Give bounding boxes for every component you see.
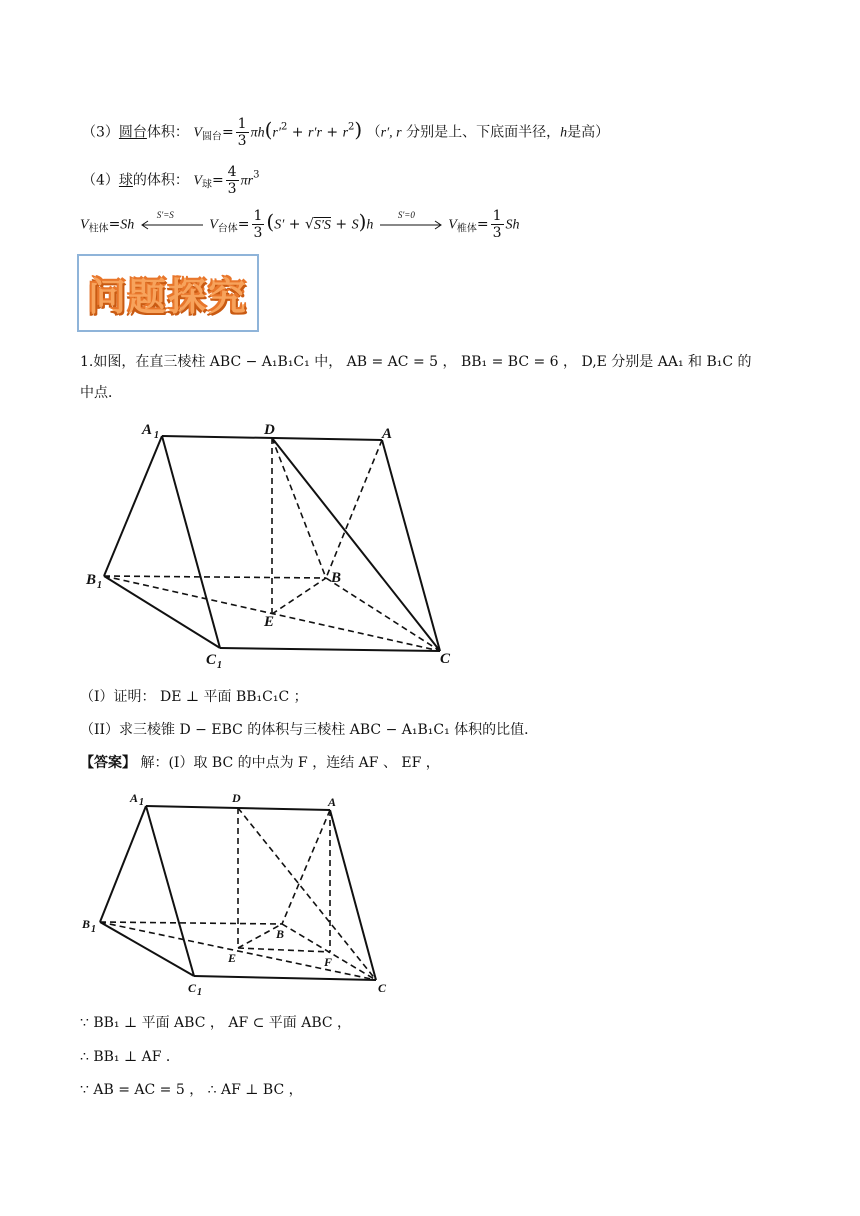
formula-frustum-volume: （3）圆台体积： $V_{圆台}=$ $\frac{1}{3}$ $\pi h(r'^2 + r'r + r^2)$ （r′, r 分别是上、下底面半径，h是高） xyxy=(82,116,610,149)
section-badge-text: 问题探究 xyxy=(87,274,248,319)
formula-sphere-volume: （4）球的体积： $V_球=$ $\frac{4}{3}$ $\pi r^3$ xyxy=(82,164,260,197)
label-c1: C xyxy=(206,652,217,668)
edge-e-b xyxy=(272,578,326,614)
arrow-left: S′=S xyxy=(139,215,205,235)
label-a1: A xyxy=(142,422,153,438)
edge-a-c xyxy=(382,440,440,651)
edge-b1-c1 xyxy=(100,922,194,976)
label-a: A xyxy=(328,795,337,809)
svg-text:1: 1 xyxy=(217,660,222,671)
svg-text:1: 1 xyxy=(197,987,202,998)
edge-a1-b1 xyxy=(104,436,162,576)
label-e: E xyxy=(228,951,237,965)
label-c: C xyxy=(378,981,387,995)
answer-intro: 【答案】 解：(I）取 BC 的中点为 F ，连结 AF 、 EF ， xyxy=(80,755,440,771)
edge-a-b xyxy=(282,810,330,924)
edge-d-c xyxy=(238,808,376,980)
prism-figure-1 xyxy=(82,418,482,678)
svg-text:1: 1 xyxy=(139,797,144,808)
edge-d-b xyxy=(272,438,326,578)
label-e: E xyxy=(264,614,275,630)
problem-line-1: 1.如图，在直三棱柱 ABC − A₁B₁C₁ 中， AB = AC = 5 ， BB₁ = BC = 6 ， D,E 分别是 AA₁ 和 B₁C 的 xyxy=(80,354,752,370)
edge-a-c xyxy=(330,810,376,980)
label-a: A xyxy=(382,426,393,442)
formula-volume-relation: $V_{柱体}=Sh$ S′=S $V_{台体}=$ $\frac{1}{3}$ (S′ + √S′S + S)h S′=0 $V_{椎体}=$ $\frac{1}{3}$ Sh xyxy=(80,208,520,241)
proof-line-1: ∵ BB₁ ⊥ 平面 ABC ， AF ⊂ 平面 ABC ， xyxy=(80,1015,352,1031)
edge-a1-b1 xyxy=(100,806,146,922)
svg-text:1: 1 xyxy=(97,580,102,591)
label-b1: B xyxy=(82,917,91,931)
label-d: D xyxy=(232,791,241,805)
label-c1: C xyxy=(188,981,197,995)
label-b1: B xyxy=(86,572,97,588)
section-badge xyxy=(77,254,259,332)
edge-a1-c1 xyxy=(162,436,220,648)
label-b: B xyxy=(276,927,285,941)
edge-d-c xyxy=(272,438,440,651)
prism-figure-2 xyxy=(80,786,410,1001)
arrow-right: S′=0 xyxy=(378,215,444,235)
edge-c1-c xyxy=(194,976,376,980)
edge-e-f xyxy=(238,948,330,952)
svg-text:1: 1 xyxy=(154,430,159,441)
label-b: B xyxy=(331,570,342,586)
label-a1: A xyxy=(130,791,139,805)
proof-line-3: ∵ AB = AC = 5 ， ∴ AF ⊥ BC ， xyxy=(80,1082,303,1098)
edge-a-b xyxy=(326,440,382,578)
label-d: D xyxy=(264,422,275,438)
answer-tag: 【答案】 xyxy=(80,755,136,771)
edge-a1-c1 xyxy=(146,806,194,976)
question-2: （II）求三棱锥 D − EBC 的体积与三棱柱 ABC − A₁B₁C₁ 体积的比值． xyxy=(80,722,539,738)
edge-b1-b xyxy=(104,576,326,578)
proof-line-2: ∴ BB₁ ⊥ AF ． xyxy=(80,1049,180,1065)
problem-line-2: 中点． xyxy=(80,385,122,401)
svg-text:1: 1 xyxy=(91,924,96,935)
label-c: C xyxy=(440,651,451,667)
edge-b1-b xyxy=(100,922,282,924)
label-f: F xyxy=(324,955,333,969)
edge-c1-c xyxy=(220,648,440,651)
question-1: （I）证明： DE ⊥ 平面 BB₁C₁C ； xyxy=(80,689,308,705)
